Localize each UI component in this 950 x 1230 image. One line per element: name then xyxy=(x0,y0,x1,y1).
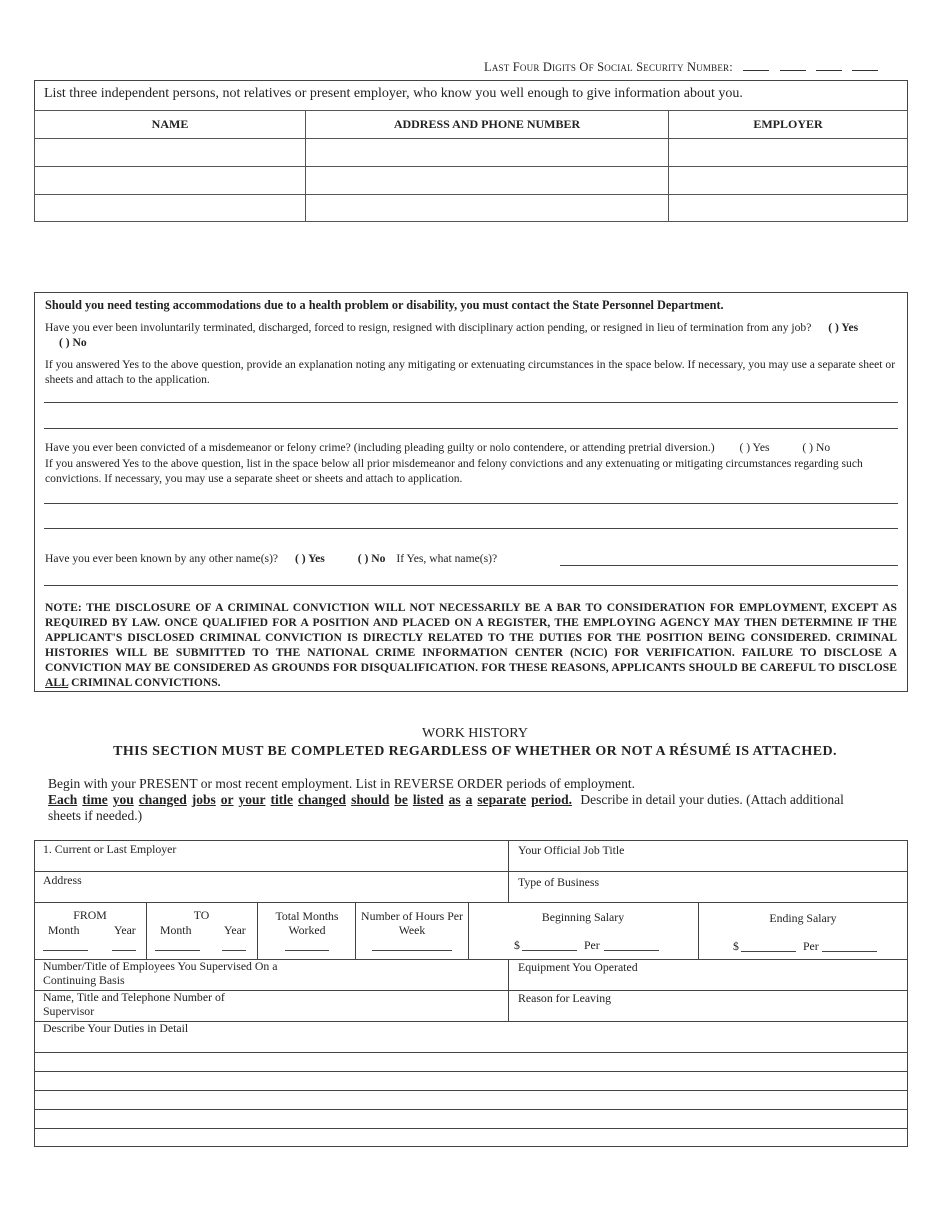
total-months-blank[interactable] xyxy=(285,950,329,951)
from-label: FROM xyxy=(73,908,107,922)
instructions-emphasis: a xyxy=(465,792,473,807)
ending-salary-blank[interactable] xyxy=(741,951,796,952)
to-label: TO xyxy=(193,908,210,922)
work-history-subtitle: THIS SECTION MUST BE COMPLETED REGARDLESS OF WHETHER OR NOT A RÉSUMÉ IS ATTACHED. xyxy=(113,744,837,759)
hours-per-week-blank[interactable] xyxy=(372,950,452,951)
accommodations-notice: Should you need testing accommodations due to a health problem or disability, you must contact the State Personnel Department. xyxy=(45,298,724,312)
reference-address-cell[interactable] xyxy=(306,139,669,167)
instructions-emphasis: title xyxy=(270,792,294,807)
instructions-emphasis: should xyxy=(351,792,390,807)
other-names-no-option[interactable]: ( ) No xyxy=(357,552,386,565)
from-month-label: Month xyxy=(48,923,80,937)
conviction-no-option[interactable]: ( ) No xyxy=(802,441,831,454)
instructions-emphasis: be xyxy=(394,792,408,807)
ending-salary-dollar: $ xyxy=(733,939,739,953)
from-year-label: Year xyxy=(114,923,136,937)
work-history-instructions xyxy=(48,776,868,824)
reason-for-leaving-label: Reason for Leaving xyxy=(518,991,612,1005)
ssn-label-text: Last Four Digits Of Social Security Number: xyxy=(484,60,733,74)
instructions-emphasis: you xyxy=(112,792,134,807)
reference-name-cell[interactable] xyxy=(35,167,306,195)
beginning-salary-label: Beginning Salary xyxy=(541,910,625,924)
conviction-explanation-line[interactable] xyxy=(44,528,898,529)
disclosure-section xyxy=(34,292,908,692)
beginning-salary-per-label: Per xyxy=(584,938,600,952)
work-history-title: WORK HISTORY xyxy=(422,726,528,741)
termination-yes-option[interactable]: ( ) Yes xyxy=(828,321,859,334)
references-intro: List three independent persons, not relatives or present employer, who know you well enough to give information about you. xyxy=(44,86,743,101)
conviction-question-text: Have you ever been convicted of a misdemeanor or felony crime? (including pleading guilty or nolo contendere, or attending pretrial diversion.) xyxy=(45,441,715,454)
instructions-emphasis: time xyxy=(82,792,108,807)
supervisor-label: Name, Title and Telephone Number of Supervisor xyxy=(43,990,225,1018)
termination-explanation-line[interactable] xyxy=(44,402,898,403)
conviction-yes-option[interactable]: ( ) Yes xyxy=(739,441,770,454)
instructions-emphasis: period. xyxy=(531,792,572,807)
form-col-divider xyxy=(508,959,509,1021)
instructions-emphasis: listed xyxy=(412,792,444,807)
conviction-explanation-line[interactable] xyxy=(44,503,898,504)
instructions-text-end: Describe in detail your duties. (Attach additional sheets if needed.) xyxy=(48,792,844,823)
termination-no-option[interactable]: ( ) No xyxy=(59,336,87,349)
form-col-divider xyxy=(355,902,356,959)
references-col-name: NAME xyxy=(35,111,306,139)
reference-employer-cell[interactable] xyxy=(669,139,908,167)
ssn-digit-blank[interactable] xyxy=(852,60,878,71)
references-col-address: ADDRESS AND PHONE NUMBER xyxy=(306,111,669,139)
instructions-emphasis: changed xyxy=(138,792,187,807)
conviction-question xyxy=(45,440,897,455)
duties-label: Describe Your Duties in Detail xyxy=(43,1021,189,1035)
reference-address-cell[interactable] xyxy=(306,195,669,222)
other-names-question-text: Have you ever been known by any other name(s)? xyxy=(45,552,279,565)
beginning-salary-per-blank[interactable] xyxy=(604,950,659,951)
total-months-label: Total Months Worked xyxy=(275,909,339,937)
references-col-employer: EMPLOYER xyxy=(669,111,908,139)
reference-employer-cell[interactable] xyxy=(669,167,908,195)
conviction-explain-instructions: If you answered Yes to the above question, list in the space below all prior misdemeanor and felony convictions and any extenuating or mitigating circumstances regarding such convictions. If necessary, you may use a separate sheet or sheets and attach to application. xyxy=(45,457,863,485)
note-emphasis-all: ALL xyxy=(45,676,69,689)
instructions-emphasis: changed xyxy=(298,792,347,807)
current-employer-label: 1. Current or Last Employer xyxy=(43,842,177,856)
from-year-blank[interactable] xyxy=(112,950,136,951)
ending-salary-label: Ending Salary xyxy=(769,911,837,925)
address-label: Address xyxy=(43,873,82,887)
form-row-divider xyxy=(34,902,908,903)
ssn-label xyxy=(484,60,878,75)
other-names-extra-line[interactable] xyxy=(44,585,898,586)
reference-address-cell[interactable] xyxy=(306,167,669,195)
instructions-emphasis: Each xyxy=(48,792,78,807)
to-month-blank[interactable] xyxy=(155,950,200,951)
type-of-business-label: Type of Business xyxy=(518,875,600,889)
ending-salary-per-blank[interactable] xyxy=(822,951,877,952)
instructions-emphasis: as xyxy=(448,792,461,807)
instructions-text: Begin with your PRESENT or most recent employment. List in REVERSE ORDER periods of employment. xyxy=(48,776,635,791)
instructions-emphasis: separate xyxy=(477,792,527,807)
instructions-emphasis: or xyxy=(220,792,234,807)
other-names-question xyxy=(45,551,897,566)
to-month-label: Month xyxy=(160,923,192,937)
employees-supervised-label: Number/Title of Employees You Supervised On a Continuing Basis xyxy=(43,959,278,987)
termination-explain-instructions: If you answered Yes to the above question, provide an explanation noting any mitigating or extenuating circumstances in the space below. If necessary, you may use a separate sheet or sheets and attach to the application. xyxy=(45,358,896,386)
termination-question-text: Have you ever been involuntarily terminated, discharged, forced to resign, resigned with disciplinary action pending, or resigned in lieu of termination from any job? xyxy=(45,321,812,334)
beginning-salary-blank[interactable] xyxy=(522,950,577,951)
duties-line xyxy=(34,1128,908,1129)
hours-per-week-label: Number of Hours Per Week xyxy=(361,909,463,937)
equipment-operated-label: Equipment You Operated xyxy=(518,960,638,974)
references-table xyxy=(34,110,908,222)
from-month-blank[interactable] xyxy=(43,950,88,951)
duties-line xyxy=(34,1052,908,1053)
ssn-digit-blank[interactable] xyxy=(743,60,769,71)
other-names-yes-option[interactable]: ( ) Yes xyxy=(294,552,325,565)
other-names-if-yes: If Yes, what name(s)? xyxy=(396,552,498,565)
other-names-input-line[interactable] xyxy=(560,565,898,566)
duties-line xyxy=(34,1109,908,1110)
instructions-emphasis: jobs xyxy=(191,792,216,807)
note-text: NOTE: THE DISCLOSURE OF A CRIMINAL CONVICTION WILL NOT NECESSARILY BE A BAR TO CONSIDERATION FOR EMPLOYMENT, EXCEPT AS REQUIRED BY LAW. ONCE QUALIFIED FOR A POSITION AND PLACED ON A REGISTER, THE EMPLOYING AGENCY MAY THEN DETERMINE IF THE APPLICANT'S DISCLOSED CRIMINAL CONVICTION IS DIRECTLY RELATED TO THE DUTIES FOR THE POSITION BEING CONSIDERED. CRIMINAL HISTORIES WILL BE SUBMITTED TO THE NATIONAL CRIME INFORMATION CENTER (NCIC) FOR VERIFICATION. FAILURE TO DISCLOSE A CONVICTION MAY BE CONSIDERED AS GROUNDS FOR DISQUALIFICATION. FOR THESE REASONS, APPLICANTS SHOULD BE CAREFUL TO DISCLOSE xyxy=(45,601,897,674)
reference-employer-cell[interactable] xyxy=(669,195,908,222)
note-text-end: CRIMINAL CONVICTIONS. xyxy=(71,676,221,689)
criminal-disclosure-note xyxy=(45,600,897,690)
ssn-digit-blank[interactable] xyxy=(816,60,842,71)
duties-line xyxy=(34,1071,908,1072)
to-year-label: Year xyxy=(224,923,246,937)
reference-name-cell[interactable] xyxy=(35,195,306,222)
form-col-divider xyxy=(257,902,258,959)
reference-name-cell[interactable] xyxy=(35,139,306,167)
duties-line xyxy=(34,1090,908,1091)
termination-explanation-line[interactable] xyxy=(44,428,898,429)
form-row-divider xyxy=(34,871,908,872)
job-title-label: Your Official Job Title xyxy=(518,843,625,857)
form-col-divider xyxy=(508,840,509,902)
ending-salary-per-label: Per xyxy=(803,939,819,953)
termination-question xyxy=(45,320,897,350)
beginning-salary-dollar: $ xyxy=(514,938,520,952)
instructions-emphasis: your xyxy=(238,792,266,807)
to-year-blank[interactable] xyxy=(222,950,246,951)
ssn-digit-blank[interactable] xyxy=(780,60,806,71)
